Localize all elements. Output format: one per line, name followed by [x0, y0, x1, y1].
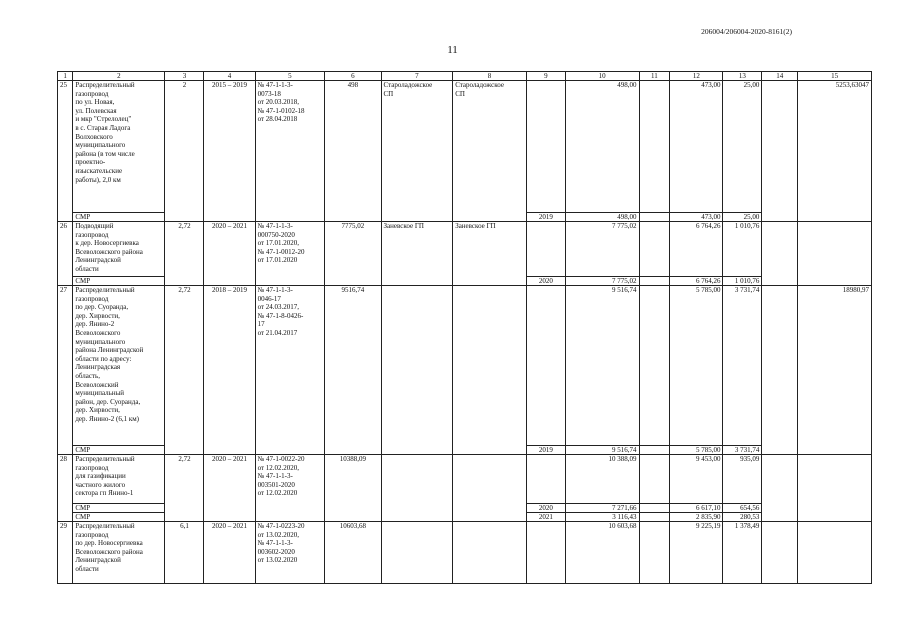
- smr-year: 2021: [526, 513, 565, 522]
- column-header: 7: [381, 72, 453, 81]
- amount-col15: [798, 455, 872, 522]
- pipeline-length: 2,72: [165, 286, 204, 455]
- smr-amount-col11: [639, 504, 670, 513]
- column-header: 2: [73, 72, 165, 81]
- row-number: 27: [58, 286, 73, 455]
- column-header: 15: [798, 72, 872, 81]
- smr-amount-local: 25,00: [723, 213, 762, 222]
- table-row: [58, 222, 872, 277]
- amount-regional: 9 453,00: [670, 455, 723, 504]
- column-header: 10: [565, 72, 639, 81]
- amount-col14: [762, 455, 798, 522]
- smr-amount-local: 280,53: [723, 513, 762, 522]
- smr-year: 2020: [526, 277, 565, 286]
- smr-amount-regional: 5 785,00: [670, 446, 723, 455]
- year-cell: [526, 286, 565, 446]
- smr-label: СМР: [73, 277, 165, 286]
- object-name: Распределительный газопровод по дер. Новосергиевка Всеволожского района Ленинградской области: [73, 522, 165, 584]
- amount-local: 1 010,76: [723, 222, 762, 277]
- municipality-col7: [381, 522, 453, 584]
- smr-year: 2019: [526, 446, 565, 455]
- approval-documents: № 47-1-1-3- 000750-2020 от 17.01.2020, № 47-1-0012-20 от 17.01.2020: [255, 222, 325, 286]
- smr-year: 2019: [526, 213, 565, 222]
- amount-col15: [798, 522, 872, 584]
- year-cell: [526, 455, 565, 504]
- smr-amount-total: 7 775,02: [565, 277, 639, 286]
- smr-amount-regional: 6 764,26: [670, 277, 723, 286]
- object-name: Распределительный газопровод по дер. Суоранда, дер. Хирвости, дер. Янино-2 Всеволожского муниципального района Ленинградской области по адресу: Ленинградская область, Всеволожский муниципальный район, дер. Суоранда, дер. Хирвости, дер. Янино-2 (6,1 км): [73, 286, 165, 446]
- year-cell: [526, 222, 565, 277]
- pipeline-length: 2,72: [165, 455, 204, 522]
- estimated-cost: 9516,74: [325, 286, 381, 455]
- row-number: 29: [58, 522, 73, 584]
- pipeline-length: 6,1: [165, 522, 204, 584]
- amount-local: 25,00: [723, 81, 762, 213]
- smr-amount-col11: [639, 513, 670, 522]
- construction-years: 2018 – 2019: [204, 286, 255, 455]
- amount-col14: [762, 81, 798, 222]
- smr-amount-total: 498,00: [565, 213, 639, 222]
- municipality-col7: Заневское ГП: [381, 222, 453, 286]
- amount-col11: [639, 81, 670, 213]
- municipality-col8: [453, 286, 527, 455]
- smr-label: СМР: [73, 513, 165, 522]
- data-table: [57, 71, 872, 584]
- table-row: [58, 286, 872, 446]
- amount-col15: 5253,63047: [798, 81, 872, 222]
- municipality-col8: Заневское ГП: [453, 222, 527, 286]
- column-header: 8: [453, 72, 527, 81]
- pipeline-length: 2,72: [165, 222, 204, 286]
- amount-local: 3 731,74: [723, 286, 762, 446]
- year-cell: [526, 81, 565, 213]
- column-header: 14: [762, 72, 798, 81]
- object-name: Распределительный газопровод по ул. Новая, ул. Полевская и мкр "Стрелолец" в с. Старая Ладога Волховского муниципального района (в том числе проектно- изыскательские работы), 2,0 км: [73, 81, 165, 213]
- smr-amount-regional: 2 835,90: [670, 513, 723, 522]
- smr-amount-local: 654,56: [723, 504, 762, 513]
- approval-documents: № 47-1-0022-20 от 12.02.2020, № 47-1-1-3- 003501-2020 от 12.02.2020: [255, 455, 325, 522]
- page-number: 11: [447, 44, 458, 56]
- amount-col11: [639, 455, 670, 504]
- column-header: 13: [723, 72, 762, 81]
- row-number: 26: [58, 222, 73, 286]
- smr-amount-regional: 473,00: [670, 213, 723, 222]
- amount-total: 10 388,09: [565, 455, 639, 504]
- estimated-cost: 10388,09: [325, 455, 381, 522]
- column-header: 12: [670, 72, 723, 81]
- table-row: [58, 522, 872, 584]
- smr-amount-regional: 6 617,10: [670, 504, 723, 513]
- approval-documents: № 47-1-1-3- 0046-17 от 24.03.2017, № 47-1-8-0426- 17 от 21.04.2017: [255, 286, 325, 455]
- smr-year: 2020: [526, 504, 565, 513]
- document-number: 206004/206004-2020-8161(2): [701, 27, 792, 36]
- construction-years: 2020 – 2021: [204, 222, 255, 286]
- amount-total: 498,00: [565, 81, 639, 213]
- year-cell: [526, 522, 565, 584]
- smr-amount-col11: [639, 446, 670, 455]
- estimated-cost: 7775,02: [325, 222, 381, 286]
- table-row: [58, 81, 872, 213]
- amount-col11: [639, 522, 670, 584]
- table-row: [58, 455, 872, 504]
- smr-amount-col11: [639, 277, 670, 286]
- municipality-col7: [381, 286, 453, 455]
- smr-amount-local: 1 010,76: [723, 277, 762, 286]
- column-header: 9: [526, 72, 565, 81]
- amount-total: 9 516,74: [565, 286, 639, 446]
- construction-years: 2020 – 2021: [204, 522, 255, 584]
- amount-regional: 473,00: [670, 81, 723, 213]
- amount-total: 10 603,68: [565, 522, 639, 584]
- approval-documents: № 47-1-1-3- 0073-18 от 20.03.2018, № 47-1-0102-18 от 28.04.2018: [255, 81, 325, 222]
- estimated-cost: 498: [325, 81, 381, 222]
- amount-col11: [639, 222, 670, 277]
- amount-col11: [639, 286, 670, 446]
- smr-amount-total: 3 116,43: [565, 513, 639, 522]
- construction-years: 2020 – 2021: [204, 455, 255, 522]
- municipality-col7: Староладожское СП: [381, 81, 453, 222]
- object-name: Подводящий газопровод к дер. Новосергиевка Всеволожского района Ленинградской области: [73, 222, 165, 277]
- smr-label: СМР: [73, 213, 165, 222]
- estimated-cost: 10603,68: [325, 522, 381, 584]
- municipality-col8: Староладожское СП: [453, 81, 527, 222]
- amount-col15: [798, 222, 872, 286]
- amount-regional: 9 225,19: [670, 522, 723, 584]
- row-number: 25: [58, 81, 73, 222]
- municipality-col8: [453, 522, 527, 584]
- row-number: 28: [58, 455, 73, 522]
- column-header: 1: [58, 72, 73, 81]
- smr-amount-local: 3 731,74: [723, 446, 762, 455]
- amount-total: 7 775,02: [565, 222, 639, 277]
- municipality-col8: [453, 455, 527, 522]
- municipality-col7: [381, 455, 453, 522]
- amount-col14: [762, 286, 798, 455]
- construction-years: 2015 – 2019: [204, 81, 255, 222]
- approval-documents: № 47-1-0223-20 от 13.02.2020, № 47-1-1-3- 003602-2020 от 13.02.2020: [255, 522, 325, 584]
- object-name: Распределительный газопровод для газификации частного жилого сектора гп Янино-1: [73, 455, 165, 504]
- smr-amount-col11: [639, 213, 670, 222]
- column-header: 4: [204, 72, 255, 81]
- column-header: 6: [325, 72, 381, 81]
- amount-regional: 6 764,26: [670, 222, 723, 277]
- column-header: 11: [639, 72, 670, 81]
- amount-regional: 5 785,00: [670, 286, 723, 446]
- smr-label: СМР: [73, 504, 165, 513]
- pipeline-length: 2: [165, 81, 204, 222]
- header-row: [58, 72, 872, 81]
- amount-col14: [762, 222, 798, 286]
- amount-local: 1 378,49: [723, 522, 762, 584]
- column-header: 5: [255, 72, 325, 81]
- smr-label: СМР: [73, 446, 165, 455]
- column-header: 3: [165, 72, 204, 81]
- smr-amount-total: 9 516,74: [565, 446, 639, 455]
- amount-local: 935,09: [723, 455, 762, 504]
- smr-amount-total: 7 271,66: [565, 504, 639, 513]
- amount-col14: [762, 522, 798, 584]
- amount-col15: 18980,97: [798, 286, 872, 455]
